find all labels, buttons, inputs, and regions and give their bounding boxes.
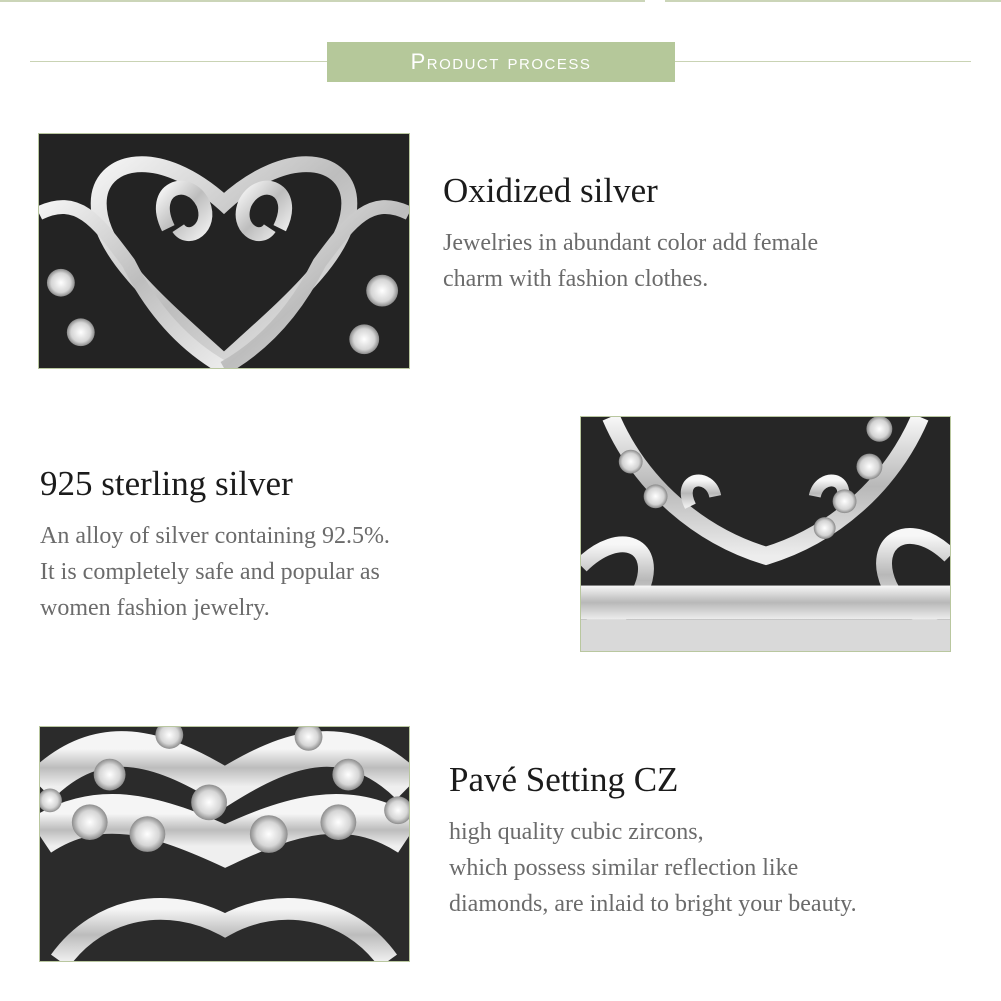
feature-desc-line: charm with fashion clothes.: [443, 266, 709, 292]
feature-desc-line: It is completely safe and popular as: [40, 559, 380, 585]
feature-title-pave: Pavé Setting CZ: [449, 760, 679, 799]
feature-desc-line: which possess similar reflection like: [449, 855, 799, 881]
header-rule-right: [675, 61, 971, 62]
oxidized-silver-photo: [38, 133, 410, 369]
top-divider-left: [0, 0, 645, 2]
section-header: [327, 42, 675, 82]
sterling-silver-photo: [580, 416, 951, 652]
feature-desc-sterling: [40, 518, 390, 626]
feature-desc-line: diamonds, are inlaid to bright your beauty.: [449, 891, 857, 917]
feature-desc-line: high quality cubic zircons,: [449, 819, 704, 845]
feature-title-sterling: 925 sterling silver: [40, 464, 293, 503]
feature-title-oxidized: Oxidized silver: [443, 171, 658, 210]
header-rule-left: [30, 61, 327, 62]
feature-desc-pave: [449, 814, 857, 922]
feature-desc-line: Jewelries in abundant color add female: [443, 230, 819, 256]
feature-desc-oxidized: [443, 225, 818, 297]
section-header-title: Product process: [410, 49, 592, 74]
top-divider-right: [665, 0, 1001, 2]
pave-setting-photo: [39, 726, 410, 962]
feature-desc-line: An alloy of silver containing 92.5%.: [40, 523, 390, 549]
feature-desc-line: women fashion jewelry.: [40, 595, 270, 621]
